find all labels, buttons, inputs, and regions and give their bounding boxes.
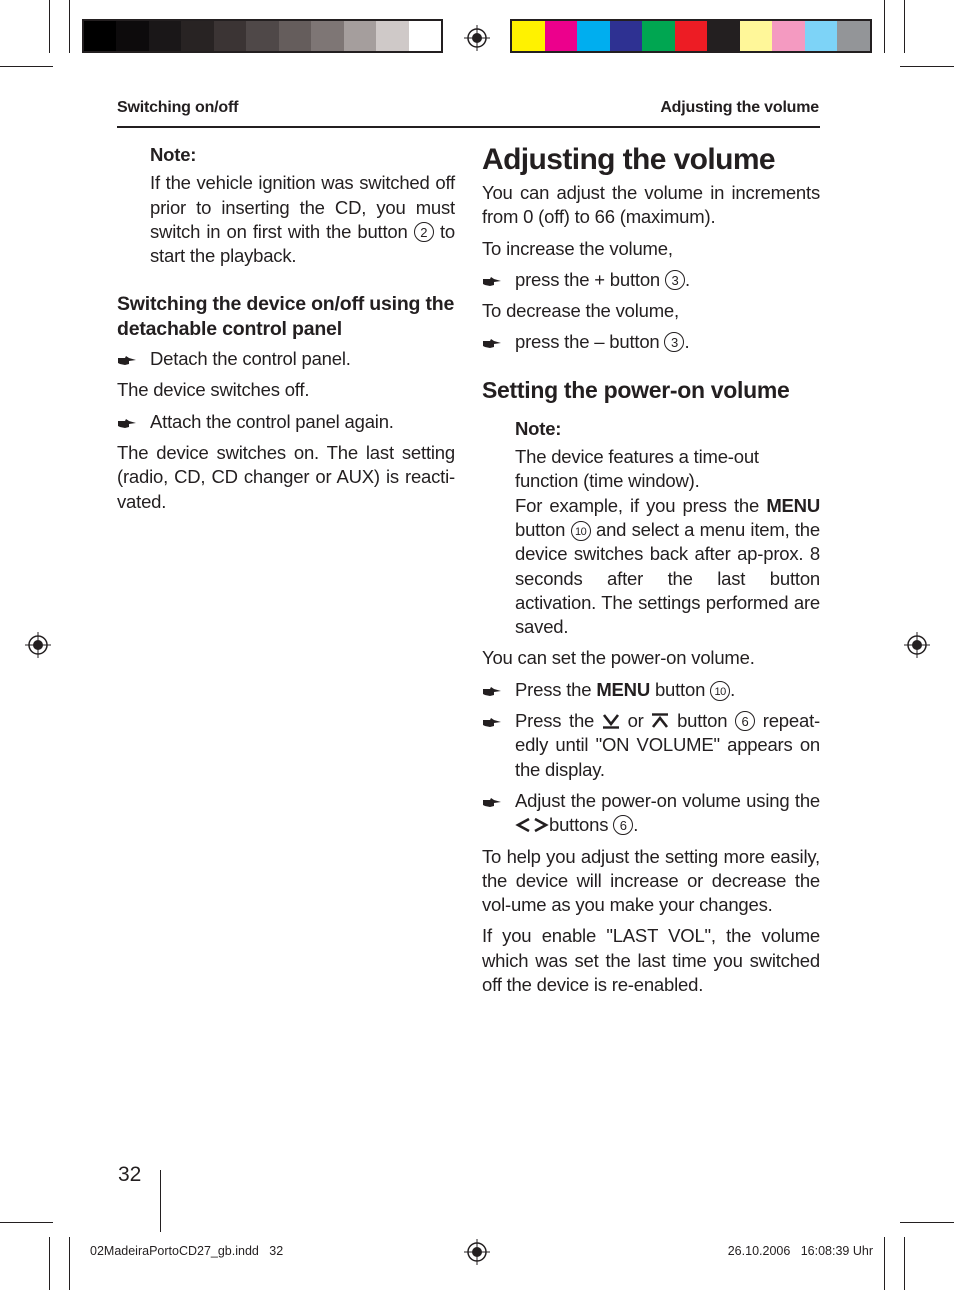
gray-swatch	[311, 21, 343, 51]
pointing-hand-icon	[482, 338, 502, 350]
button-number-badge: 6	[613, 815, 633, 835]
button-number-badge: 10	[571, 521, 591, 541]
gray-swatch	[149, 21, 181, 51]
note-text: If the vehicle ignition was switched off prior to inserting the CD, you must switch in on first with the button 2 to start the playback.	[150, 172, 455, 267]
pointing-hand-icon	[482, 686, 502, 698]
pointing-hand-icon	[117, 355, 137, 367]
registration-mark-icon	[25, 632, 51, 658]
gray-swatch	[246, 21, 278, 51]
gray-swatch	[409, 21, 441, 51]
button-number-badge: 3	[664, 332, 684, 352]
page-title: Adjusting the volume	[482, 143, 776, 176]
color-swatch	[512, 21, 545, 51]
page-number: 32	[118, 1163, 142, 1186]
color-swatch	[610, 21, 643, 51]
list-item: Press the or button 6 repeat-edly until "ON VOLUME" appears on the display.	[482, 709, 820, 782]
section-title: Setting the power-on volume	[482, 376, 790, 403]
list-item: Attach the control panel again.	[117, 410, 455, 434]
list-item: Adjust the power-on volume using the buttons 6 .	[482, 789, 820, 838]
running-header-right: Adjusting the volume	[660, 99, 819, 116]
gray-swatch	[84, 21, 116, 51]
grayscale-color-bar	[82, 19, 443, 53]
color-swatch	[642, 21, 675, 51]
paragraph: You can adjust the volume in increments from 0 (off) to 66 (maximum).	[482, 182, 820, 228]
registration-mark-icon	[464, 1239, 490, 1265]
paragraph: The device switches on. The last setting (radio, CD, CD changer or AUX) is reacti-vated.	[117, 441, 455, 512]
color-swatch	[740, 21, 773, 51]
button-number-badge: 2	[414, 222, 434, 242]
footer-filename: 02MadeiraPortoCD27_gb.indd 32	[90, 1244, 284, 1258]
gray-swatch	[214, 21, 246, 51]
list-item: press the + button 3 .	[482, 268, 820, 292]
note-block	[482, 417, 820, 640]
button-number-badge: 10	[710, 681, 730, 701]
gray-swatch	[279, 21, 311, 51]
footer-timestamp: 26.10.2006 16:08:39 Uhr	[727, 1244, 873, 1258]
paragraph: If you enable "LAST VOL", the volume which was set the last time you switched off the device is re-enabled.	[482, 925, 820, 996]
list-item: Press the MENU button 10 .	[482, 678, 820, 702]
left-column	[117, 143, 455, 514]
registration-mark-icon	[464, 25, 490, 51]
paragraph: You can set the power-on volume.	[482, 647, 755, 669]
chevron-up-icon	[651, 713, 669, 729]
list-item: Detach the control panel.	[117, 347, 455, 371]
button-number-badge: 6	[735, 711, 755, 731]
button-number-badge: 3	[665, 270, 685, 290]
gray-swatch	[181, 21, 213, 51]
gray-swatch	[116, 21, 148, 51]
note-label: Note:	[515, 417, 562, 439]
paragraph: To help you adjust the setting more easily, the device will increase or decrease the vol-ume as you make your changes.	[482, 845, 820, 916]
paragraph: The device switches off.	[117, 379, 310, 401]
gray-swatch	[376, 21, 408, 51]
registration-mark-icon	[904, 632, 930, 658]
color-swatch	[545, 21, 578, 51]
pointing-hand-icon	[117, 418, 137, 430]
header-rule	[117, 126, 820, 128]
list-item: press the – button 3 .	[482, 330, 820, 354]
gray-swatch	[344, 21, 376, 51]
color-swatch	[772, 21, 805, 51]
right-column	[482, 143, 820, 997]
chevron-down-icon	[602, 713, 620, 729]
note-text: For example, if you press the MENU button 10 and select a menu item, the device switches back after ap-prox. 8 seconds after the last button activation. The settings performed are saved.	[515, 494, 820, 638]
paragraph: To decrease the volume,	[482, 300, 679, 322]
running-header-left: Switching on/off	[117, 99, 239, 116]
note-text: The device features a time-out function (time window).	[515, 446, 759, 492]
color-swatch	[707, 21, 740, 51]
left-right-arrows-icon	[515, 817, 549, 833]
cmyk-color-bar	[510, 19, 872, 53]
pointing-hand-icon	[482, 276, 502, 288]
section-title: Switching the device on/off using the detachable control panel	[117, 293, 455, 340]
pointing-hand-icon	[482, 797, 502, 809]
color-swatch	[577, 21, 610, 51]
pointing-hand-icon	[482, 717, 502, 729]
color-swatch	[675, 21, 708, 51]
note-label: Note:	[150, 144, 197, 165]
color-swatch	[805, 21, 838, 51]
color-swatch	[837, 21, 870, 51]
note-block	[117, 143, 455, 268]
paragraph: To increase the volume,	[482, 237, 673, 259]
